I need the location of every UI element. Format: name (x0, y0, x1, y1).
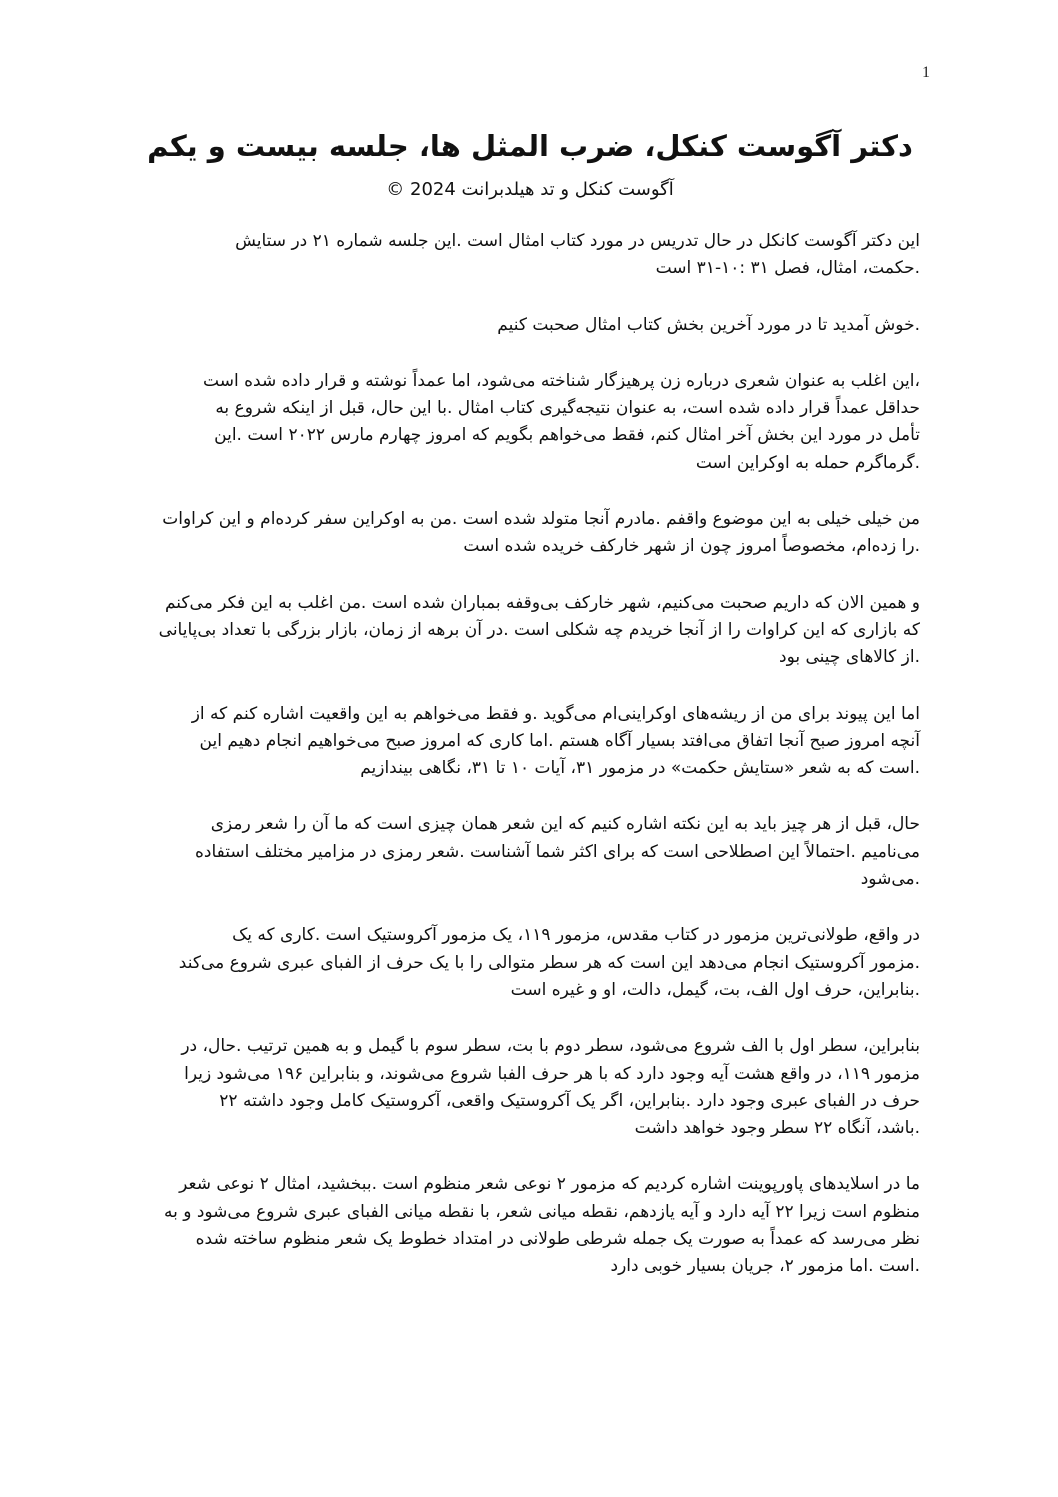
text-line: .گرماگرم حمله به اوکراین است (695, 452, 920, 473)
text-line: ،این اغلب به عنوان شعری درباره زن پرهیزگار شناخته می‌شود، اما عمداً نوشته و قرار داده شده است (203, 370, 920, 391)
text-line: تأمل در مورد این بخش آخر امثال کنم، فقط می‌خواهم بگویم که امروز چهارم مارس ۲۰۲۲ است .این (214, 425, 920, 446)
text-line: .از کالاهای چینی بود (779, 647, 920, 668)
document-subtitle: آگوست کنکل و تد هیلدبرانت 2024 © (386, 179, 674, 200)
text-line: اما این پیوند برای من از ریشه‌های اوکراینی‌ام می‌گوید .و فقط می‌خواهم به این واقعیت اشاره کنم که از (191, 703, 920, 724)
text-line: .است .اما مزمور ۲، جریان بسیار خوبی دارد (610, 1256, 920, 1277)
text-line: من خیلی خیلی به این موضوع واقفم .مادرم آنجا متولد شده است .من به اوکراین سفر کرده‌ام و این کراوات (162, 509, 920, 530)
text-line: و همین الان که داریم صحبت می‌کنیم، شهر خارکف بی‌وقفه بمباران شده است .من اغلب به این فکر می‌کنم (164, 592, 920, 613)
text-line: .می‌شود (860, 869, 920, 890)
text-line: حداقل عمداً قرار داده شده است، به عنوان نتیجه‌گیری کتاب امثال .با این حال، قبل از اینکه شروع به (215, 398, 920, 419)
text-line: آنچه امروز صبح آنجا اتفاق می‌افتد بسیار آگاه هستم .اما کاری که امروز صبح می‌خواهیم انجام دهیم این (199, 730, 920, 751)
text-line: منظوم است زیرا ۲۲ آیه دارد و آیه یازدهم، نقطه میانی شعر، با نقطه میانی الفبای عبری شروع می‌شود و به (163, 1201, 920, 1222)
text-line: می‌نامیم .احتمالاً این اصطلاحی است که برای اکثر شما آشناست .شعر رمزی در مزامیر مختلف استفاده (194, 841, 920, 862)
paragraph (125, 1033, 920, 1142)
text-line: نظر می‌رسد که عمداً به صورت یک جمله شرطی طولانی در امتداد خطوط یک شعر منظوم ساخته شده (195, 1229, 920, 1250)
text-line: حال، قبل از هر چیز باید به این نکته اشاره کنیم که این شعر همان چیزی است که ما آن را شعر رمزی (210, 814, 920, 835)
text-line: در واقع، طولانی‌ترین مزمور در کتاب مقدس، مزمور ۱۱۹، یک مزمور آکروستیک است .کاری که یک (232, 925, 920, 946)
document-title: دکتر آگوست کنکل، ضرب المثل ها، جلسه بیست و یکم (147, 129, 913, 163)
text-line: .است که به شعر «ستایش حکمت» در مزمور ۳۱، آیات ۱۰ تا ۳۱، نگاهی بیندازیم (360, 758, 920, 779)
paragraph (125, 590, 920, 672)
text-line: .خوش آمدید تا در مورد آخرین بخش کتاب امثال صحبت کنیم (497, 314, 920, 335)
paragraph (125, 701, 920, 783)
text-line: بنابراین، سطر اول با الف شروع می‌شود، سطر دوم با بت، سطر سوم با گیمل و به همین ترتیب .حال، در (181, 1036, 920, 1057)
paragraph (125, 312, 920, 339)
text-line: .مزمور آکروستیک انجام می‌دهد این است که هر سطر متوالی را با یک حرف از الفبای عبری شروع می‌کند (178, 952, 920, 973)
document-body (125, 228, 920, 1310)
paragraph (125, 228, 920, 283)
text-line: .را زده‌ام، مخصوصاً امروز چون از شهر خارکف خریده شده است (463, 536, 920, 557)
paragraph (125, 922, 920, 1004)
text-line: این دکتر آگوست کانکل در حال تدریس در مورد کتاب امثال است .این جلسه شماره ۲۱ در ستایش (235, 231, 920, 251)
paragraph (125, 506, 920, 561)
page-number: 1 (922, 64, 930, 81)
paragraph (125, 811, 920, 893)
paragraph (125, 368, 920, 477)
text-line: که بازاری که این کراوات را از آنجا خریدم چه شکلی است .در آن برهه از زمان، بازار بزرگی با تعداد بی‌پایانی (158, 619, 920, 640)
text-line: .باشد، آنگاه ۲۲ سطر وجود خواهد داشت (634, 1118, 920, 1139)
text-line: مزمور ۱۱۹، در واقع هشت آیه وجود دارد که با هر حرف الفبا شروع می‌شوند، و بنابراین ۱۹۶ می‌شود زیرا (184, 1063, 920, 1084)
paragraph (125, 1171, 920, 1280)
text-line: .بنابراین، حرف اول الف، بت، گیمل، دالت، او و غیره است (510, 979, 920, 1000)
text-line: حرف در الفبای عبری وجود دارد .بنابراین، اگر یک آکروستیک واقعی، آکروستیک کامل وجود داشته ۲۲ (219, 1090, 920, 1111)
text-line: .حکمت، امثال، فصل ۳۱ :۱۰-۳۱ است (655, 258, 920, 279)
text-line: ما در اسلایدهای پاورپوینت اشاره کردیم که مزمور ۲ نوعی شعر منظوم است .ببخشید، امثال ۲ نوعی شعر (179, 1174, 920, 1195)
